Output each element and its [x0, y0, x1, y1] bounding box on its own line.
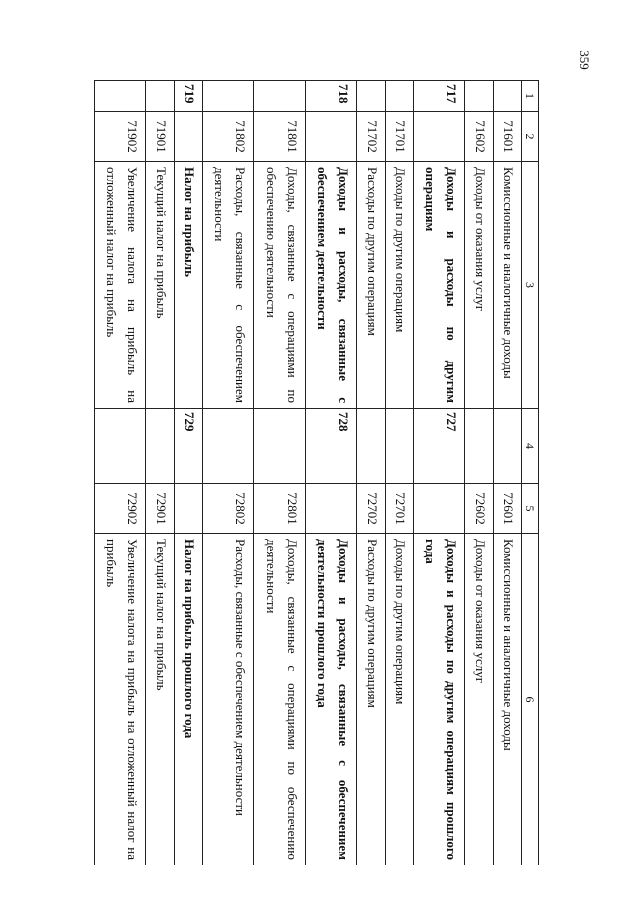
table-row — [254, 81, 305, 866]
account-section-number-prev-year — [146, 409, 174, 484]
account-section-number-prev-year — [203, 409, 254, 484]
column-header: 1 — [522, 81, 539, 112]
table-row — [95, 81, 146, 866]
account-name: Увеличение налога на прибыль на отложенный налог на прибыль — [95, 162, 146, 409]
account-section-number-prev-year — [493, 409, 521, 484]
account-number: 71901 — [146, 112, 174, 162]
account-name-prev-year: Доходы и расходы по другим операциям прошлого года — [413, 534, 464, 866]
page-number-text: 359 — [577, 50, 592, 70]
account-name: Расходы по другим операциям — [357, 162, 385, 409]
column-header: 6 — [522, 534, 539, 866]
account-section-number — [385, 81, 413, 112]
account-name-prev-year: Доходы по другим операциям — [385, 534, 413, 866]
account-name: Комиссионные и аналогичные доходы — [493, 162, 521, 409]
account-number-prev-year: 72801 — [254, 484, 305, 534]
account-name: Доходы от оказания услуг — [465, 162, 493, 409]
account-number: 71802 — [203, 112, 254, 162]
account-section-number: 719 — [174, 81, 202, 112]
account-number-prev-year: 72702 — [357, 484, 385, 534]
table-row — [203, 81, 254, 866]
accounts-table — [94, 80, 539, 865]
account-section-number: 718 — [305, 81, 356, 112]
account-number — [305, 112, 356, 162]
account-number-prev-year — [305, 484, 356, 534]
account-number-prev-year: 72901 — [146, 484, 174, 534]
table-body — [95, 81, 522, 866]
account-name-prev-year: Расходы по другим операциям — [357, 534, 385, 866]
account-number: 71902 — [95, 112, 146, 162]
account-number: 71602 — [465, 112, 493, 162]
account-name-prev-year: Доходы и расходы, связанные с обеспечением деятельности прошлого года — [305, 534, 356, 866]
table-row — [357, 81, 385, 866]
account-name: Доходы и расходы по другим операциям — [413, 162, 464, 409]
table-frame — [94, 80, 539, 865]
account-section-number-prev-year: 729 — [174, 409, 202, 484]
table-header-row — [522, 81, 539, 866]
column-header: 2 — [522, 112, 539, 162]
account-number: 71702 — [357, 112, 385, 162]
table-row — [174, 81, 202, 866]
account-number-prev-year: 72602 — [465, 484, 493, 534]
account-section-number-prev-year — [385, 409, 413, 484]
account-name-prev-year: Текущий налог на прибыль — [146, 534, 174, 866]
account-name-prev-year: Расходы, связанные с обеспечением деятельности — [203, 534, 254, 866]
rotated-table-container — [94, 80, 539, 865]
account-name-prev-year: Комиссионные и аналогичные доходы — [493, 534, 521, 866]
account-section-number — [95, 81, 146, 112]
account-section-number: 717 — [413, 81, 464, 112]
account-section-number-prev-year: 728 — [305, 409, 356, 484]
account-name: Доходы по другим операциям — [385, 162, 413, 409]
account-section-number-prev-year — [254, 409, 305, 484]
account-number-prev-year: 72701 — [385, 484, 413, 534]
account-number — [413, 112, 464, 162]
account-section-number — [465, 81, 493, 112]
account-number: 71701 — [385, 112, 413, 162]
account-name: Доходы, связанные с операциями по обеспечению деятельности — [254, 162, 305, 409]
account-name: Доходы и расходы, связанные с обеспечением деятельности — [305, 162, 356, 409]
account-name: Текущий налог на прибыль — [146, 162, 174, 409]
table-row — [493, 81, 521, 866]
account-section-number — [146, 81, 174, 112]
account-section-number — [357, 81, 385, 112]
table-row — [305, 81, 356, 866]
account-section-number-prev-year: 727 — [413, 409, 464, 484]
column-header: 3 — [522, 162, 539, 409]
table-row — [413, 81, 464, 866]
account-section-number — [493, 81, 521, 112]
account-name: Налог на прибыль — [174, 162, 202, 409]
account-name-prev-year: Доходы от оказания услуг — [465, 534, 493, 866]
account-section-number-prev-year — [95, 409, 146, 484]
account-number: 71801 — [254, 112, 305, 162]
account-section-number-prev-year — [357, 409, 385, 484]
table-row — [465, 81, 493, 866]
page-number — [569, 20, 599, 100]
account-number-prev-year: 72802 — [203, 484, 254, 534]
account-number: 71601 — [493, 112, 521, 162]
account-section-number — [254, 81, 305, 112]
account-number — [174, 112, 202, 162]
account-section-number-prev-year — [465, 409, 493, 484]
account-section-number — [203, 81, 254, 112]
account-number-prev-year — [413, 484, 464, 534]
column-header: 4 — [522, 409, 539, 484]
column-header: 5 — [522, 484, 539, 534]
account-name-prev-year: Увеличение налога на прибыль на отложенный налог на прибыль — [95, 534, 146, 866]
account-name: Расходы, связанные с обеспечением деятельности — [203, 162, 254, 409]
account-name-prev-year: Налог на прибыль прошлого года — [174, 534, 202, 866]
account-name-prev-year: Доходы, связанные с операциями по обеспечению деятельности — [254, 534, 305, 866]
account-number-prev-year: 72601 — [493, 484, 521, 534]
account-number-prev-year: 72902 — [95, 484, 146, 534]
account-number-prev-year — [174, 484, 202, 534]
table-row — [385, 81, 413, 866]
table-row — [146, 81, 174, 866]
